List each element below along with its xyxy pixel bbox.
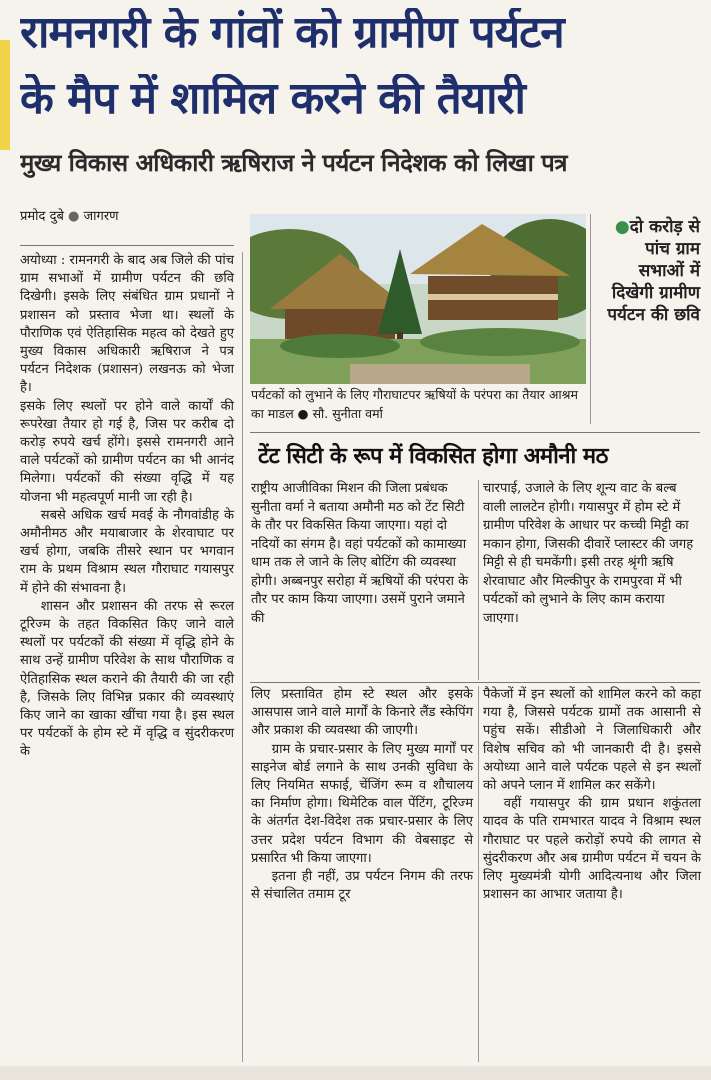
col2a-paragraph: राष्ट्रीय आजीविका मिशन की जिला प्रबंधक सुनीता वर्मा ने बताया अमौनी मठ को टेंट सिटी के तौर पर विकसित किया जाएगा। यहां दो नदियों का संगम है। वहां पर्यटकों को कामाख्या धाम तक ले जाने के लिए बोटिंग की व्यवस्था होगी। अब्बनपुर सरोहा में ऋषियों की परंपरा के तौर पर काम किया जाएगा। उसमें पुराने जमाने की	[251, 481, 469, 626]
col2b-paragraph-2: ग्राम के प्रचार-प्रसार के लिए मुख्य मार्गों पर साइनेज बोर्ड लगाने के साथ उनकी सुविधा के लिए नियमित सफाई, चेंजिंग रूम व शौचालय का निर्माण होगा। थिमेटिक वाल पेंटिंग, टूरिज्म के अंतर्गत देश-विदेश तक प्रचार-प्रसार के लिए उत्तर प्रदेश पर्यटन विभाग की वेबसाइट से प्रसारित भी किया जाएगा।	[251, 741, 473, 866]
subhead-rule	[250, 432, 700, 433]
pullquote-divider	[590, 214, 591, 424]
subheading: टेंट सिटी के रूप में विकसित होगा अमौनी मठ	[258, 444, 608, 469]
col1-paragraph-3: सबसे अधिक खर्च मवई के नौगवांडीह के अमौनीमठ और मयाबाजार के शेरवाघाट पर खर्च होगा, जबकि तीसरे स्थान पर भगवान राम के प्रथम विश्राम स्थल गौराघाट गयासपुर में होने की संभावना है।	[20, 507, 234, 596]
col1-paragraph-4: शासन और प्रशासन की तरफ से रूरल टूरिज्म के तहत विकसित किए जाने वाले स्थलों पर पर्यटकों की संख्या में वृद्धि होने के साथ उन्हें ग्रामीण परिवेश के साथ पौराणिक व ऐतिहासिक स्थल कराने की तैयारी की जा रही है, जिसके लिए विभिन्न प्रकार की व्यवस्थाएं किए जाने का खाका खींचा गया है। इस स्थल पर पर्यटकों के होम स्टे में वृद्धि व सुंदरीकरण के	[20, 598, 234, 760]
photo-caption	[251, 385, 591, 423]
source-name: जागरण	[83, 209, 119, 224]
author-name: प्रमोद दुबे	[20, 209, 64, 224]
byline-rule	[20, 245, 234, 246]
deck-subtitle: मुख्य विकास अधिकारी ऋषिराज ने पर्यटन निदेशक को लिखा पत्र	[20, 149, 568, 177]
col1-paragraph-2: इसके लिए स्थलों पर होने वाले कार्यों की रूपरेखा तैयार हो गई है, जिस पर करीब दो करोड़ रुपये खर्च होंगे। इससे रामनगरी आने वाले पर्यटकों को ग्रामीण पर्यटन का भी आनंद मिलेगा। पर्यटकों की संख्या वृद्धि में यह योजना भी महत्वपूर्ण मानी जा रही है।	[20, 398, 234, 505]
photo-illustration	[250, 214, 586, 384]
col3b-paragraph-1: पैकेजों में इन स्थलों को शामिल करने को कहा गया है, जिससे पर्यटक ग्रामों तक आसानी से पहुंच सकें। सीडीओ ने जिलाधिकारी और विशेष सचिव को भी जानकारी दी है। इससे अयोध्या आने वाले पर्यटक पहले से इन स्थलों को अपने प्लान में शामिल कर सकेंगे।	[483, 687, 701, 794]
caption-separator: ●	[297, 406, 313, 421]
column-divider-2a	[478, 480, 479, 680]
byline	[20, 206, 119, 224]
col3a-paragraph: चारपाई, उजाले के लिए शून्य वाट के बल्ब वाली लालटेन होगी। गयासपुर में होम स्टे में ग्रामीण परिवेश के आधार पर कच्ची मिट्टी का मकान होगा, जिसकी दीवारें प्लास्टर की जगह मिट्टी से ही चमकेंगी। इसी तरह श्रृंगी ऋषि शेरवाघाट और मिल्कीपुर के रामपुरवा में भी पर्यटकों को लुभाने के लिए काम कराया जाएगा।	[483, 481, 694, 626]
ashram-model-photo	[250, 214, 586, 384]
page-edge-strip	[0, 40, 10, 150]
article-column-1	[20, 252, 234, 762]
headline-line-2: के मैप में शामिल करने की तैयारी	[20, 74, 525, 124]
byline-separator: ●	[68, 209, 84, 224]
pull-quote-text: दो करोड़ से पांच ग्राम सभाओं में दिखेगी ग्रामीण पर्यटन की छवि	[607, 217, 700, 325]
col1-paragraph-1: अयोध्या : रामनगरी के बाद अब जिले की पांच ग्राम सभाओं में ग्रामीण पर्यटन की छवि दिखेगी। इसके लिए संबंधित ग्राम प्रधानों ने प्रशासन को प्रस्ताव भेजा था। स्थलों के पौराणिक एवं ऐतिहासिक महत्व को देखते हुए मुख्य विकास अधिकारी ऋषिराज ने पत्र पर्यटन निदेशक (प्रशासन) लखनऊ को भेजा है।	[20, 253, 234, 396]
box-bottom-rule	[250, 682, 700, 683]
col2b-paragraph-3: इतना ही नहीं, उप्र पर्यटन निगम की तरफ से संचालित तमाम टूर	[251, 869, 473, 903]
column-divider-1	[242, 252, 243, 1062]
article-column-2	[251, 686, 473, 904]
photo-credit: सौ. सुनीता वर्मा	[312, 406, 383, 421]
page-bottom-edge	[0, 1066, 711, 1080]
column-divider-2	[478, 686, 479, 1062]
headline-line-1: रामनगरी के गांवों को ग्रामीण पर्यटन	[20, 8, 564, 58]
boxed-column-3	[483, 480, 701, 628]
col3b-paragraph-2: वहीं गयासपुर की ग्राम प्रधान शकुंतला यादव के पति रामभारत यादव ने विश्राम स्थल गौराघाट पर पहले करोड़ों रुपये की लागत से सुंदरीकरण और अब ग्रामीण पर्यटन में चयन के लिए मुख्यमंत्री योगी आदित्यनाथ और जिला प्रशासन का आभार जताया है।	[483, 796, 701, 903]
article-column-3	[483, 686, 701, 904]
boxed-column-2	[251, 480, 474, 628]
col2b-paragraph-1: लिए प्रस्तावित होम स्टे स्थल और इसके आसपास जाने वाले मार्गों के किनारे लैंड स्केपिंग और प्रकाश की व्यवस्था की जाएगी।	[251, 687, 473, 739]
caption-text: पर्यटकों को लुभाने के लिए गौराघाटपर ऋषियों के परंपरा का तैयार आश्रम का माडल	[251, 387, 578, 421]
pull-quote-bullet-icon: ●	[614, 217, 630, 237]
pull-quote	[596, 216, 700, 326]
